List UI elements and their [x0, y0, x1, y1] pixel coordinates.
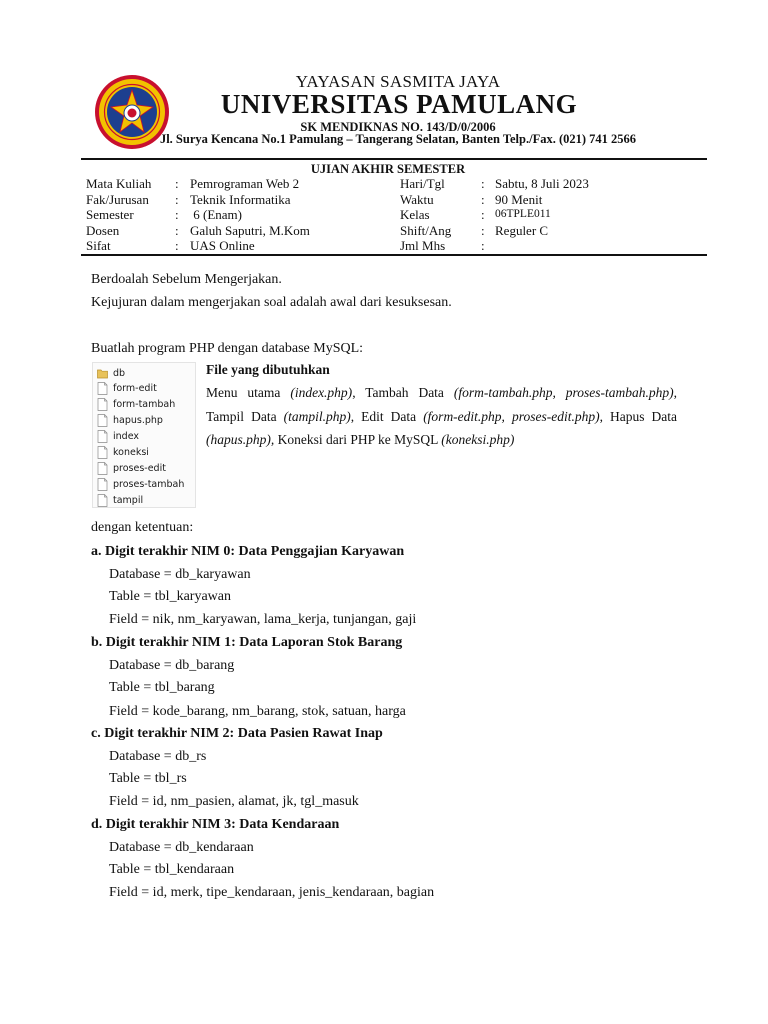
file-reference: (index.php) — [290, 385, 353, 400]
file-reference: (koneksi.php) — [441, 432, 515, 447]
file-icon — [97, 446, 108, 459]
decree-number: SK MENDIKNAS NO. 143/D/0/2006 — [300, 120, 496, 134]
description-text: , Tambah Data — [352, 385, 454, 400]
info-row — [86, 192, 396, 208]
section-line: Database = db_rs — [109, 749, 207, 764]
required-files-description — [206, 381, 677, 452]
description-text: Koneksi dari PHP ke MySQL — [274, 432, 442, 447]
section-line: Table = tbl_rs — [109, 771, 187, 786]
info-value: 06TPLE011 — [495, 208, 551, 220]
section-line: Table = tbl_kendaraan — [109, 862, 235, 877]
file-icon — [97, 462, 108, 475]
section-line: Database = db_kendaraan — [109, 840, 254, 855]
info-value: 90 Menit — [495, 191, 543, 207]
file-icon — [97, 398, 108, 411]
info-label: Dosen — [86, 222, 120, 238]
section-title: c. Digit terakhir NIM 2: Data Pasien Rawat Inap — [91, 726, 383, 741]
exam-info-left — [86, 176, 396, 254]
file-list-item — [97, 414, 163, 428]
info-value: UAS Online — [190, 238, 255, 253]
info-label: Hari/Tgl — [400, 176, 445, 191]
folder-icon — [97, 367, 108, 380]
file-reference: (hapus.php), — [206, 432, 275, 447]
section-line: Table = tbl_karyawan — [109, 589, 231, 604]
info-row — [86, 223, 396, 239]
info-value: Reguler C — [495, 222, 549, 238]
file-name: koneksi — [113, 447, 149, 458]
info-label: Waktu — [400, 191, 434, 207]
info-row — [86, 176, 396, 192]
university-address: Jl. Surya Kencana No.1 Pamulang – Tangerang Selatan, Banten Telp./Fax. (021) 741 2566 — [159, 132, 637, 146]
info-colon: : — [175, 176, 179, 191]
info-colon: : — [175, 238, 179, 253]
info-row — [86, 207, 396, 223]
file-reference: (form-edit.php, proses-edit.php) — [423, 408, 600, 424]
file-list-item — [97, 366, 125, 380]
task-instruction: Buatlah program PHP dengan database MySQL: — [91, 341, 364, 356]
header-rule-bottom — [81, 254, 707, 256]
file-reference: (form-tambah.php, proses-tambah.php) — [453, 385, 674, 400]
info-colon: : — [481, 176, 485, 191]
info-value: Teknik Informatika — [190, 191, 291, 207]
file-icon — [97, 430, 108, 443]
info-row — [86, 238, 396, 254]
file-list-item — [97, 477, 184, 491]
info-label: Semester — [86, 207, 134, 222]
section-line: Field = nik, nm_karyawan, lama_kerja, tunjangan, gaji — [109, 612, 417, 627]
prayer-note: Berdoalah Sebelum Mengerjakan. — [91, 272, 282, 287]
info-label: Sifat — [86, 238, 111, 253]
file-list-item — [97, 398, 175, 412]
section-line: Field = id, merk, tipe_kendaraan, jenis_kendaraan, bagian — [109, 885, 435, 900]
description-text: Menu utama — [206, 385, 291, 400]
info-row — [400, 207, 700, 223]
info-value: 6 (Enam) — [190, 207, 242, 222]
file-name: proses-tambah — [113, 478, 185, 490]
info-colon: : — [175, 222, 179, 238]
file-list-item — [97, 461, 166, 475]
file-name: tampil — [113, 494, 144, 506]
foundation-name: YAYASAN SASMITA JAYA — [295, 72, 501, 91]
file-icon — [97, 478, 108, 491]
exam-title: UJIAN AKHIR SEMESTER — [310, 162, 466, 176]
required-files-title: File yang dibutuhkan — [206, 362, 330, 377]
file-icon — [97, 414, 108, 427]
info-colon: : — [481, 222, 485, 238]
file-icon — [97, 382, 108, 395]
info-label: Jml Mhs — [400, 238, 446, 253]
info-colon: : — [481, 191, 485, 207]
info-label: Shift/Ang — [400, 222, 452, 238]
file-name: form-tambah — [113, 399, 176, 411]
file-icon — [97, 494, 108, 507]
info-row — [400, 238, 700, 254]
file-name: proses-edit — [113, 462, 166, 474]
section-line: Database = db_karyawan — [109, 567, 251, 582]
info-value: Sabtu, 8 Juli 2023 — [495, 176, 589, 191]
info-colon: : — [481, 238, 485, 253]
file-list-item — [97, 493, 143, 507]
file-list-item — [97, 430, 139, 444]
file-name: db — [113, 367, 126, 379]
requirements-intro: dengan ketentuan: — [91, 520, 194, 535]
info-value: Pemrograman Web 2 — [190, 176, 300, 191]
section-line: Table = tbl_barang — [109, 680, 215, 695]
description-text: , Hapus Data — [599, 408, 677, 424]
info-value: Galuh Saputri, M.Kom — [190, 222, 310, 238]
exam-info-right — [400, 176, 700, 254]
university-name: UNIVERSITAS PAMULANG — [220, 89, 578, 119]
file-list-item — [97, 446, 149, 460]
file-list-item — [97, 382, 157, 396]
info-row — [400, 223, 700, 239]
description-text: , Edit Data — [350, 408, 424, 424]
info-label: Kelas — [400, 207, 430, 222]
info-row — [400, 192, 700, 208]
section-line: Database = db_barang — [109, 658, 235, 673]
honesty-note: Kejujuran dalam mengerjakan soal adalah awal dari kesuksesan. — [91, 295, 452, 310]
description-text: , Tampil Data — [206, 385, 677, 424]
header-rule-top — [81, 158, 707, 160]
info-colon: : — [175, 191, 179, 207]
file-name: index — [113, 431, 139, 443]
info-colon: : — [175, 207, 179, 222]
info-colon: : — [481, 207, 485, 222]
section-title: d. Digit terakhir NIM 3: Data Kendaraan — [91, 817, 340, 832]
info-label: Mata Kuliah — [86, 176, 152, 191]
info-label: Fak/Jurusan — [86, 191, 149, 207]
section-line: Field = id, nm_pasien, alamat, jk, tgl_masuk — [109, 794, 359, 809]
file-name: hapus.php — [113, 415, 163, 427]
file-name: form-edit — [113, 383, 157, 395]
info-row — [400, 176, 700, 192]
file-reference: (tampil.php) — [283, 408, 351, 424]
section-line: Field = kode_barang, nm_barang, stok, satuan, harga — [109, 704, 406, 719]
file-list-screenshot — [92, 362, 196, 508]
section-title: a. Digit terakhir NIM 0: Data Penggajian Karyawan — [91, 544, 405, 559]
section-title: b. Digit terakhir NIM 1: Data Laporan Stok Barang — [91, 635, 403, 650]
